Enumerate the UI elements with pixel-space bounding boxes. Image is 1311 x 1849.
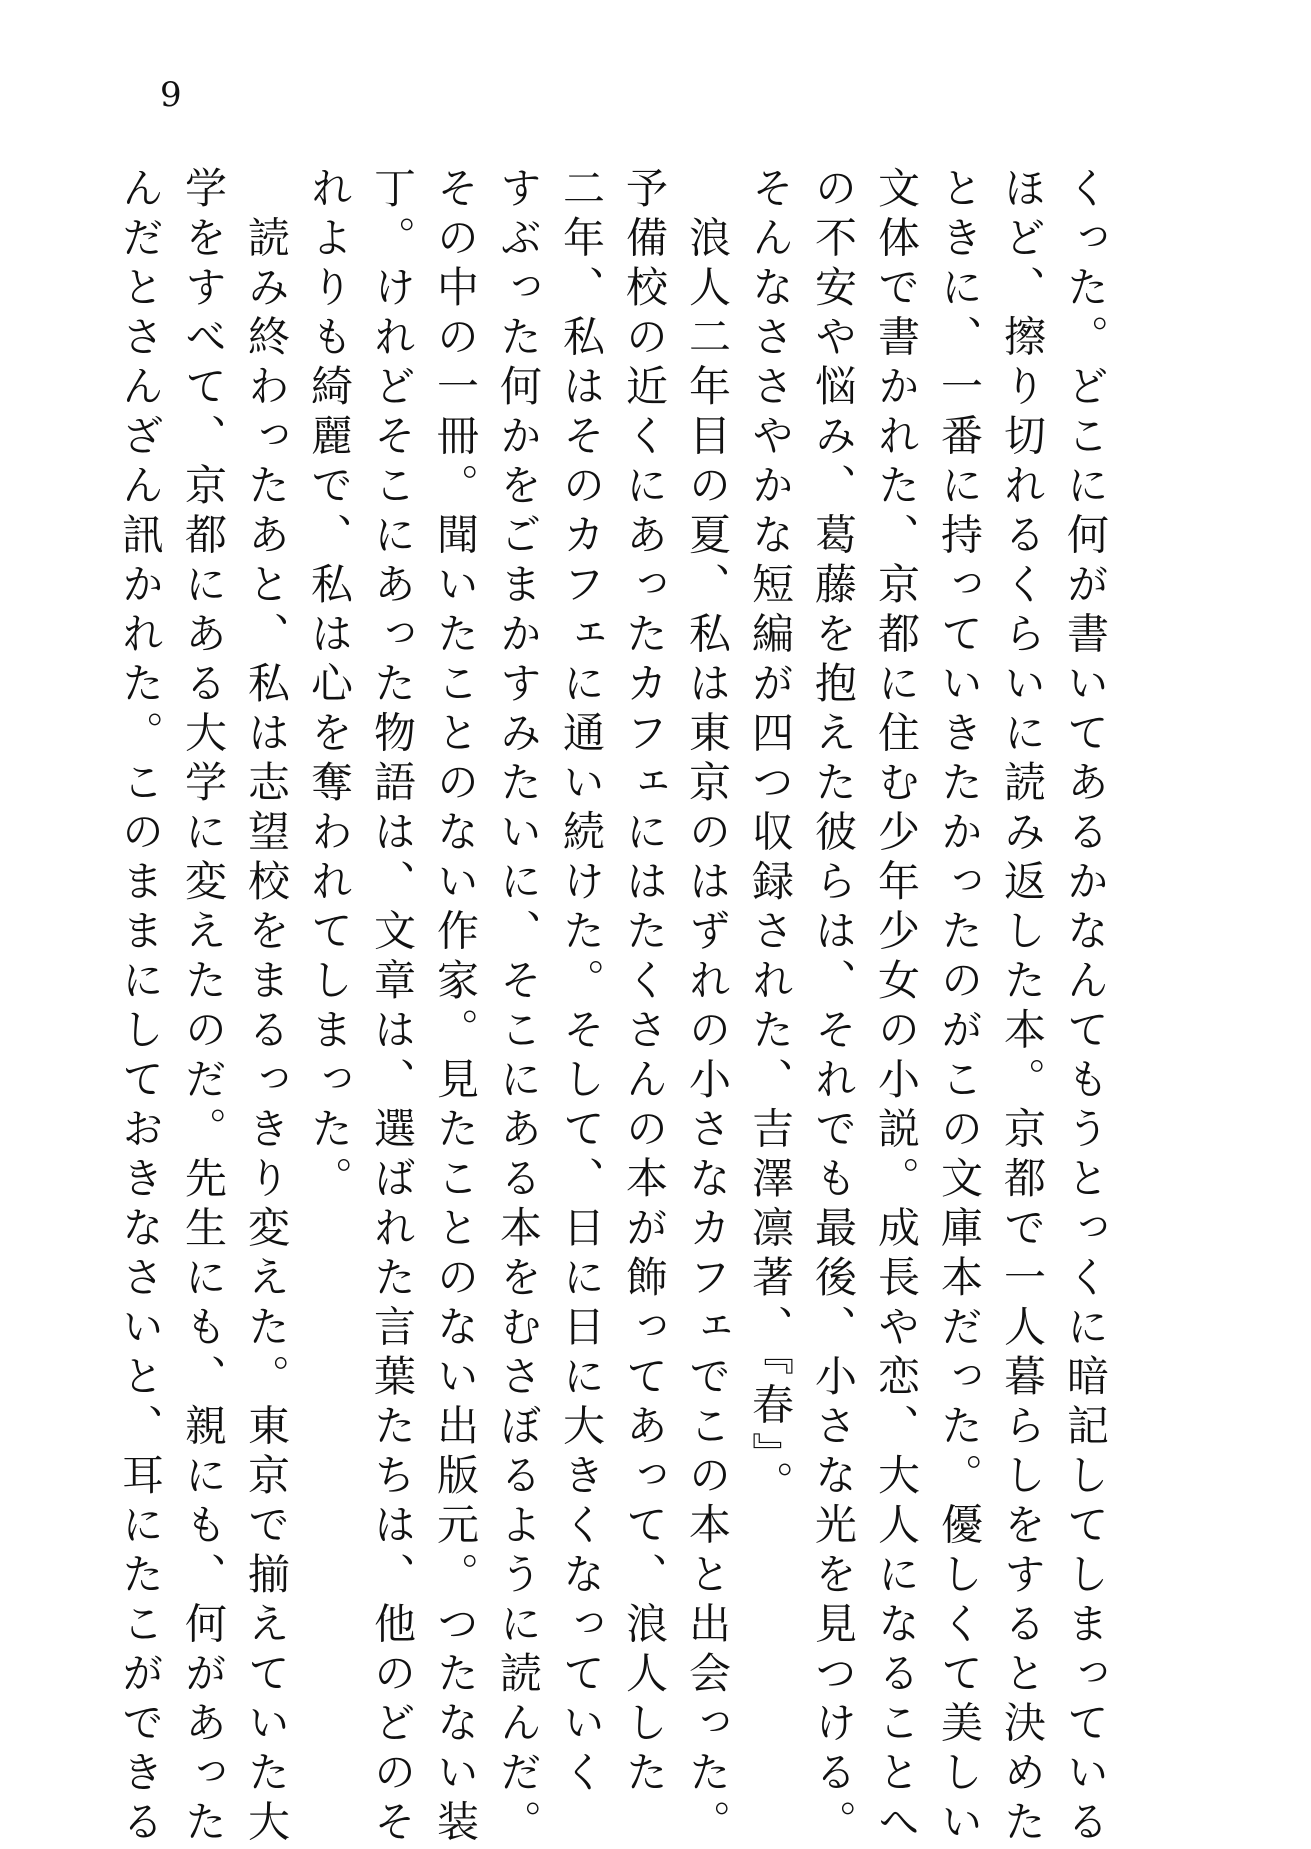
text-line: 学をすべて、京都にある大学に変えたのだ。先生にも、親にも、何があった [179, 166, 228, 1849]
text-line: そんなささやかな短編が四つ収録された、吉澤凛著、『春』。 [746, 166, 795, 1510]
vertical-text-body [109, 166, 1117, 1849]
text-line: くった。どこに何が書いてあるかなんてもうとっくに暗記してしまっている [1061, 166, 1110, 1849]
text-line: ほど、擦り切れるくらいに読み返した本。京都で一人暮らしをすると決めた [998, 166, 1047, 1849]
text-line: の不安や悩み、葛藤を抱えた彼らは、それでも最後、小さな光を見つける。 [809, 166, 858, 1849]
text-line: ときに、一番に持っていきたかったのがこの文庫本だった。優しくて美しい [935, 166, 984, 1849]
text-line: んだとさんざん訊かれた。このままにしておきなさいと、耳にたこができる [116, 166, 165, 1849]
text-line: すぶった何かをごまかすみたいに、そこにある本をむさぼるように読んだ。 [494, 166, 543, 1849]
text-line: 読み終わったあと、私は志望校をまるっきり変えた。東京で揃えていた大 [242, 166, 291, 1849]
text-line: 浪人二年目の夏、私は東京のはずれの小さなカフェでこの本と出会った。 [683, 166, 732, 1849]
text-line: れよりも綺麗で、私は心を奪われてしまった。 [305, 166, 354, 1206]
text-line: 予備校の近くにあったカフェにはたくさんの本が飾ってあって、浪人した [620, 166, 669, 1800]
text-line: 文体で書かれた、京都に住む少年少女の小説。成長や恋、大人になることへ [872, 166, 921, 1849]
text-line: 二年、私はそのカフェに通い続けた。そして、日に日に大きくなっていく [557, 166, 606, 1800]
text-line: 丁。けれどそこにあった物語は、文章は、選ばれた言葉たちは、他のどのそ [368, 166, 417, 1849]
text-line: その中の一冊。聞いたことのない作家。見たことのない出版元。つたない装 [431, 166, 480, 1849]
page-number: 9 [160, 75, 182, 115]
